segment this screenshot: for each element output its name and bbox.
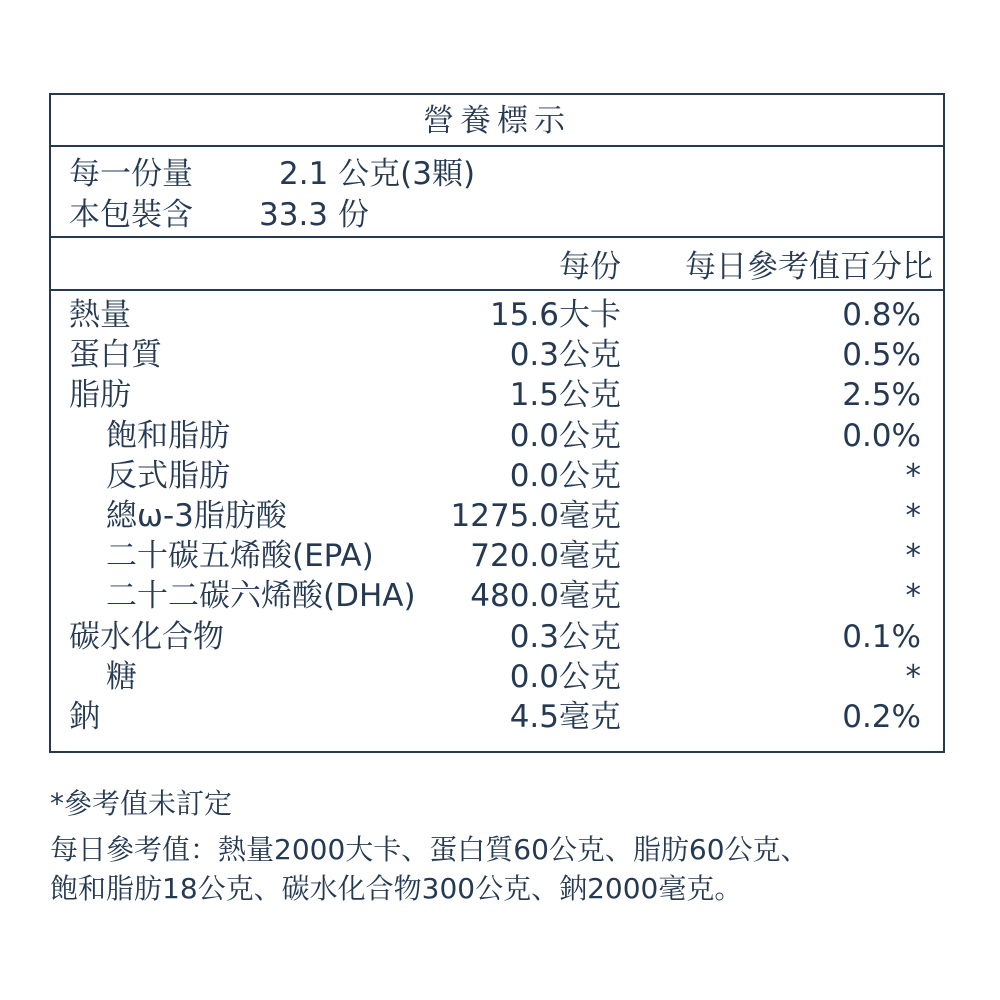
serving-size-value: 2.1 公克(3顆): [279, 156, 476, 192]
nutrient-rows: [51, 295, 943, 737]
nutrient-name: 鈉: [69, 698, 100, 735]
serving-divider: [51, 236, 943, 238]
nutrient-daily-value: 0.0%: [842, 417, 921, 454]
column-header-daily-value: 每日參考值百分比: [685, 249, 933, 285]
nutrient-amount: 0.0公克: [509, 417, 621, 454]
nutrient-row: [51, 496, 943, 536]
nutrient-daily-value: 0.5%: [842, 337, 921, 374]
nutrition-facts-table: [49, 93, 945, 753]
nutrient-name: 糖: [106, 658, 137, 695]
nutrient-name: 總ω-3脂肪酸: [106, 497, 287, 534]
nutrient-amount: 480.0毫克: [470, 578, 621, 615]
nutrient-daily-value: *: [905, 497, 921, 534]
nutrient-name: 碳水化合物: [69, 618, 224, 655]
nutrient-name: 二十碳五烯酸(EPA): [106, 538, 374, 575]
nutrient-name: 二十二碳六烯酸(DHA): [106, 578, 416, 615]
nutrient-row: [51, 617, 943, 657]
nutrient-amount: 0.0公克: [509, 457, 621, 494]
nutrient-row: [51, 295, 943, 335]
nutrient-amount: 15.6大卡: [489, 297, 621, 333]
title-divider: [51, 145, 943, 147]
nutrient-name: 脂肪: [69, 377, 131, 414]
nutrient-row: [51, 576, 943, 616]
footnote-undefined: *參考值未訂定: [50, 787, 233, 820]
nutrient-amount: 1275.0毫克: [450, 497, 621, 534]
nutrient-name: 反式脂肪: [106, 457, 230, 494]
nutrient-row: [51, 416, 943, 456]
nutrient-row: [51, 375, 943, 415]
column-header-per-serving: 每份: [559, 249, 621, 285]
nutrient-amount: 0.3公克: [509, 337, 621, 374]
nutrient-daily-value: *: [905, 578, 921, 615]
nutrient-amount: 4.5毫克: [509, 698, 621, 735]
nutrient-daily-value: 0.8%: [842, 297, 921, 333]
serving-size-label: 每一份量: [69, 156, 193, 192]
label-title: 營養標示: [423, 103, 571, 139]
nutrient-daily-value: *: [905, 538, 921, 575]
nutrient-name: 蛋白質: [69, 337, 162, 374]
nutrient-daily-value: 0.2%: [842, 698, 921, 735]
nutrient-row: [51, 335, 943, 375]
nutrient-daily-value: 2.5%: [842, 377, 921, 414]
servings-per-package-label: 本包裝含: [69, 197, 193, 233]
footnote-daily-values-line2: 飽和脂肪18公克、碳水化合物300公克、鈉2000毫克。: [50, 872, 743, 905]
nutrient-row: [51, 536, 943, 576]
servings-per-package-value: 33.3 份: [259, 197, 369, 233]
nutrient-amount: 0.3公克: [509, 618, 621, 655]
nutrient-amount: 0.0公克: [509, 658, 621, 695]
footnote-daily-values-line1: 每日參考值：熱量2000大卡、蛋白質60公克、脂肪60公克、: [50, 833, 809, 866]
nutrient-name: 飽和脂肪: [106, 417, 230, 454]
header-divider: [51, 289, 943, 291]
nutrient-row: [51, 456, 943, 496]
nutrient-row: [51, 697, 943, 737]
nutrient-daily-value: *: [905, 658, 921, 695]
nutrient-daily-value: *: [905, 457, 921, 494]
nutrient-row: [51, 657, 943, 697]
nutrient-amount: 1.5公克: [509, 377, 621, 414]
nutrient-amount: 720.0毫克: [470, 538, 621, 575]
nutrient-name: 熱量: [69, 297, 131, 333]
nutrient-daily-value: 0.1%: [842, 618, 921, 655]
